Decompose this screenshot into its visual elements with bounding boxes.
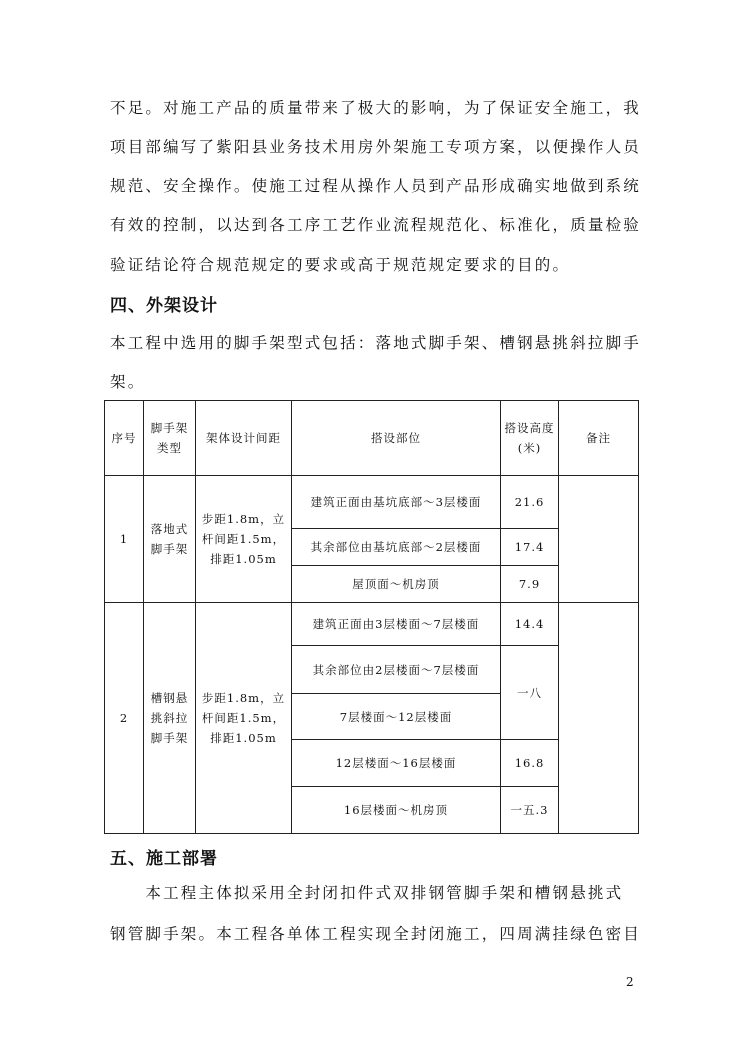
- cell-location: 16层楼面～机房顶: [292, 787, 501, 834]
- body-text-line: 本工程主体拟采用全封闭扣件式双排钢管脚手架和槽钢悬挑式: [110, 884, 624, 902]
- header-cell: 搭设部位: [292, 401, 501, 476]
- body-text-line: 规范、安全操作。使施工过程从操作人员到产品形成确实地做到系统: [110, 177, 642, 195]
- body-text-line: 本工程中选用的脚手架型式包括：落地式脚手架、槽钢悬挑斜拉脚手: [110, 334, 642, 352]
- body-text-line: 有效的控制，以达到各工序工艺作业流程规范化、标准化，质量检验: [110, 216, 642, 234]
- cell-height: 21.6: [501, 476, 559, 529]
- cell-location: 建筑正面由基坑底部～3层楼面: [292, 476, 501, 529]
- cell-height: 一五.3: [501, 787, 559, 834]
- body-text-line: 架。: [110, 373, 146, 391]
- header-cell: 脚手架类型: [144, 401, 196, 476]
- cell-type: 落地式脚手架: [144, 476, 196, 603]
- section-heading: 四、外架设计: [110, 296, 218, 316]
- cell-height: 17.4: [501, 529, 559, 566]
- header-cell: 备注: [559, 401, 639, 476]
- cell-spacing: 步距1.8m，立杆间距1.5m，排距1.05m: [196, 476, 292, 603]
- body-text-line: 不足。对施工产品的质量带来了极大的影响，为了保证安全施工，我: [110, 99, 642, 117]
- body-text-line: 钢管脚手架。本工程各单体工程实现全封闭施工，四周满挂绿色密目: [110, 925, 642, 943]
- cell-location: 7层楼面～12层楼面: [292, 694, 501, 740]
- cell-location: 建筑正面由3层楼面～7层楼面: [292, 603, 501, 646]
- section-heading: 五、施工部署: [110, 849, 218, 869]
- cell-spacing: 步距1.8m，立杆间距1.5m，排距1.05m: [196, 603, 292, 834]
- cell-height: 一八: [501, 646, 559, 740]
- cell-location: 其余部位由基坑底部～2层楼面: [292, 529, 501, 566]
- header-cell: 搭设高度(米): [501, 401, 559, 476]
- cell-height: 14.4: [501, 603, 559, 646]
- scaffold-table: [104, 400, 639, 834]
- cell-no: 1: [105, 476, 144, 603]
- cell-no: 2: [105, 603, 144, 834]
- cell-remark: [559, 476, 639, 603]
- cell-height: 7.9: [501, 566, 559, 603]
- header-cell: 架体设计间距: [196, 401, 292, 476]
- table-header-row: [105, 401, 639, 476]
- table-row: [105, 476, 639, 529]
- page-number: 2: [626, 975, 634, 989]
- cell-location: 屋顶面～机房顶: [292, 566, 501, 603]
- table-row: [105, 603, 639, 646]
- cell-location: 其余部位由2层楼面～7层楼面: [292, 646, 501, 694]
- cell-type: 槽钢悬挑斜拉脚手架: [144, 603, 196, 834]
- body-text-line: 验证结论符合规范规定的要求或高于规范规定要求的目的。: [110, 256, 571, 274]
- header-cell: 序号: [105, 401, 144, 476]
- cell-location: 12层楼面～16层楼面: [292, 740, 501, 787]
- body-text-line: 项目部编写了紫阳县业务技术用房外架施工专项方案，以便操作人员: [110, 138, 642, 156]
- cell-remark: [559, 603, 639, 834]
- cell-height: 16.8: [501, 740, 559, 787]
